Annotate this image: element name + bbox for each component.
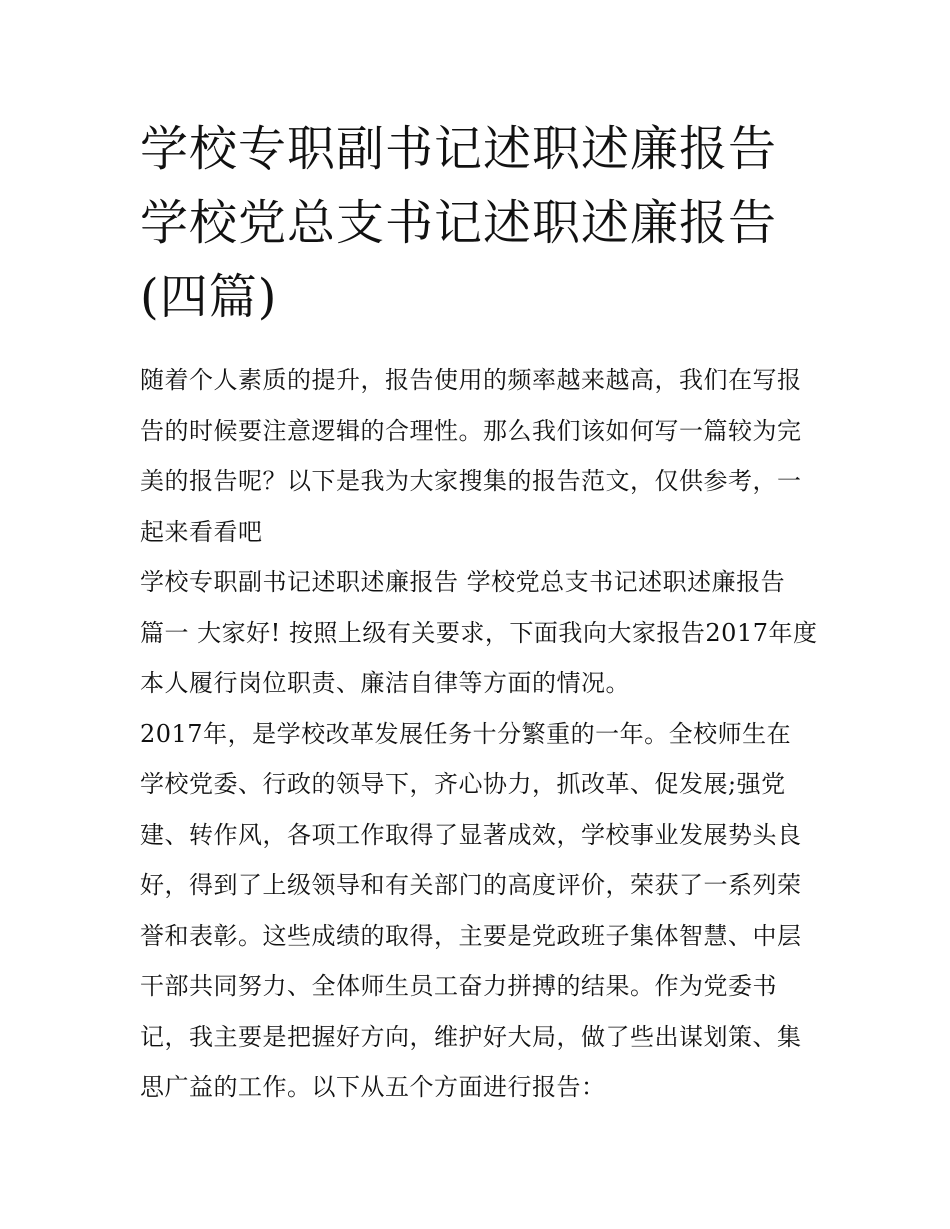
document-title [140,112,820,334]
title-line-1: 学校专职副书记述职述廉报告 [140,121,778,177]
document-body [140,355,820,1113]
text-line: 起来看看吧 [140,517,263,546]
title-line-2: 学校党总支书记述职述廉报告 [140,195,778,251]
title-line-3: (四篇) [140,269,278,325]
text-line: 随着个人素质的提升，报告使用的频率越来越高，我们在写报 [140,366,802,394]
text-line: 学校专职副书记述职述廉报告 学校党总支书记述职述廉报告 [140,568,786,596]
text-line: 记，我主要是把握好方向，维护好大局，做了些出谋划策、集 [140,1022,802,1051]
text-line: 好，得到了上级领导和有关部门的高度评价，荣获了一系列荣 [140,871,802,899]
text-line: 告的时候要注意逻辑的合理性。那么我们该如何写一篇较为完 [140,416,802,445]
paragraph-intro [140,355,820,557]
paragraph-report [140,709,820,1113]
text-line: 誉和表彰。这些成绩的取得，主要是党政班子集体智慧、中层 [140,921,802,950]
text-line: 学校党委、行政的领导下，齐心协力，抓改革、促发展;强党 [140,770,786,798]
text-line: 建、转作风，各项工作取得了显著成效，学校事业发展势头良 [140,820,802,849]
text-line: 干部共同努力、全体师生员工奋力拼搏的结果。作为党委书 [140,972,777,1000]
text-line: 思广益的工作。以下从五个方面进行报告： [140,1073,606,1101]
text-line: 篇一 大家好! 按照上级有关要求，下面我向大家报告2017年度 [140,618,818,647]
text-line: 美的报告呢？以下是我为大家搜集的报告范文，仅供参考，一 [140,467,802,495]
paragraph-heading [140,557,820,709]
text-line: 本人履行岗位职责、廉洁自律等方面的情况。 [140,669,630,697]
text-line: 2017年，是学校改革发展任务十分繁重的一年。全校师生在 [140,719,792,748]
